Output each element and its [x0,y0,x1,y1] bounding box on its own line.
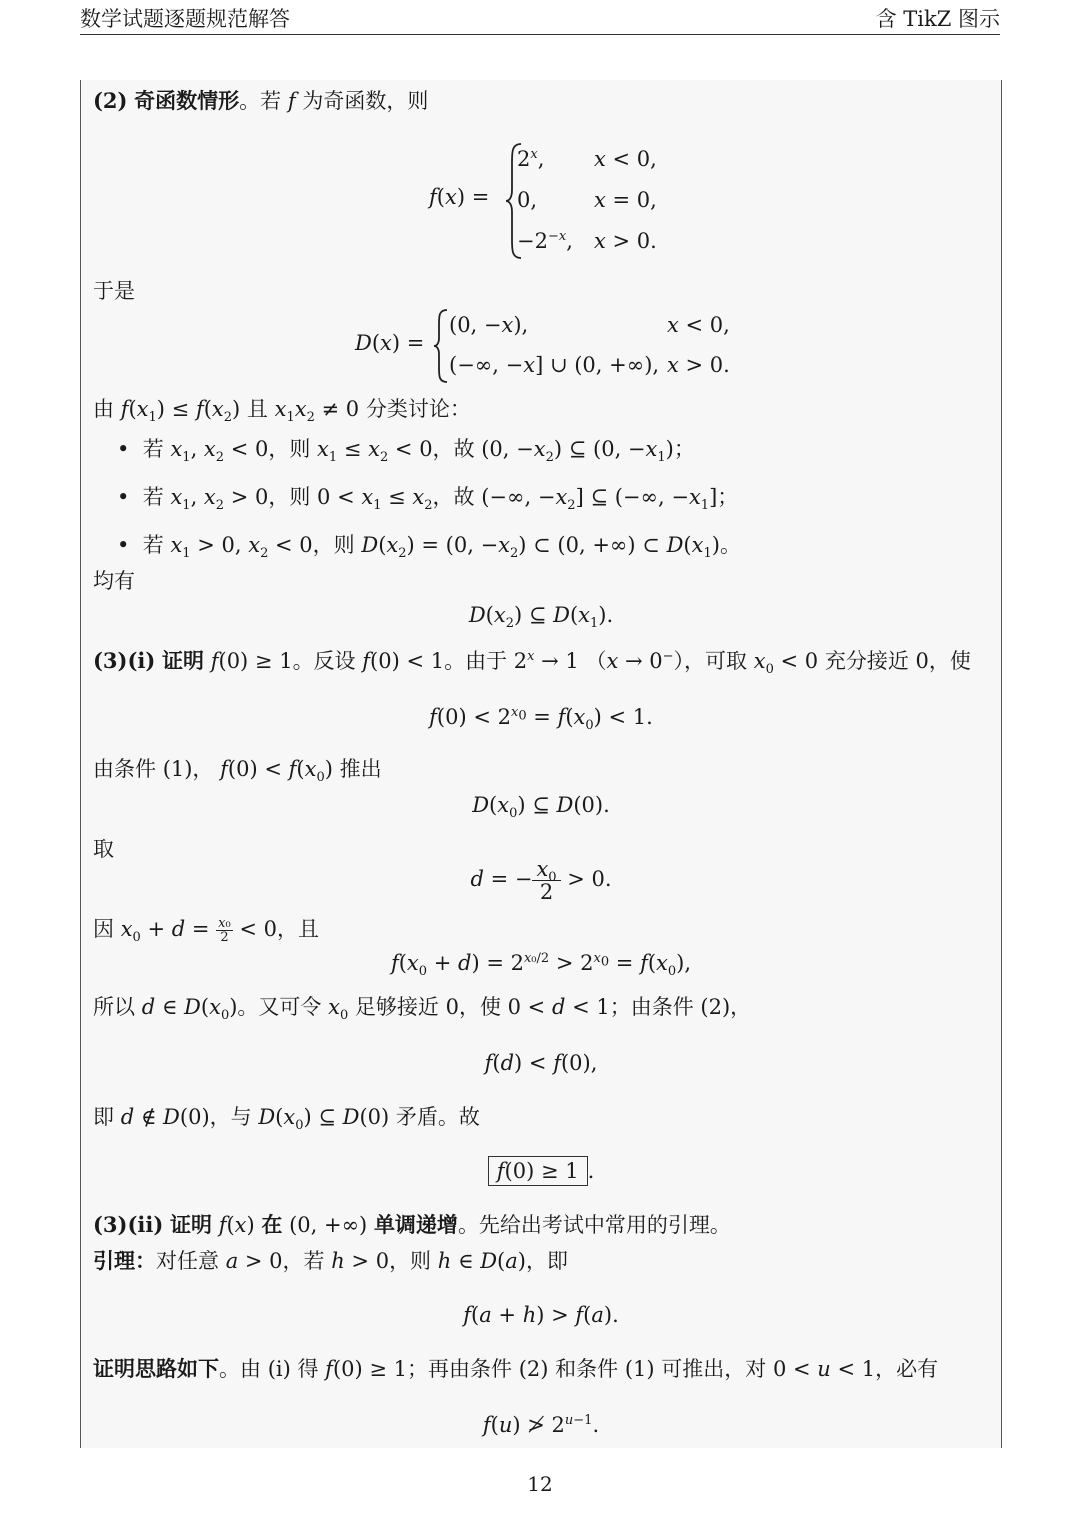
f-piecewise: f(x) = $2^x$, x < 0, 0, x = 0, $-2^{-x}$, x > 0. [429,142,749,262]
cond1-line: 由条件 (1)， $f(0) < f(x_0)$ 推出 [93,757,382,786]
equation-fah: f(a + h) > f(a). [463,1303,619,1327]
part2-intro: (2) 奇函数情形。若 f 为奇函数，则 [93,88,429,113]
suoyi-line: 所以 d ∈ $D(x_0)$。又可令 $x_0$ 足够接近 0，使 0 < d < 1；由条件 (2)， [93,995,752,1024]
classify-line: 由 $f(x_1) \le f(x_2)$ 且 $x_1x_2 \ne 0$ 分类讨论： [93,397,471,426]
ji-line: 即 d ∉ D(0)，与 $D(x_0)$ ⊆ D(0) 矛盾。故 [93,1105,480,1134]
page-number: 12 [527,1472,553,1496]
bullet-item-2: • 若 $x_1$, $x_2 > 0$，则 $0 < x_1 \le x_2$，故 (−∞, $-x_2$] ⊆ (−∞, $-x_1$]； [117,485,739,514]
equation-Dx0: $D(x_0)$ ⊆ D(0). [472,793,610,822]
part3ii-intro: (3)(ii) 证明 f(x) 在 (0, +∞) 单调递增。先给出考试中常用的引理。 [93,1212,731,1237]
lemma-line: 引理：对任意 a > 0，若 h > 0，则 h ∈ D(a)，即 [93,1248,568,1273]
bullet-item-1: • 若 $x_1$, $x_2 < 0$，则 $x_1 \le x_2 < 0$，故 (0, $-x_2$) ⊆ (0, $-x_1$)； [117,437,695,466]
equation-fd: f(d) < f(0), [484,1051,598,1075]
qu-text: 取 [93,837,114,861]
part3i-intro: (3)(i) 证明 f(0) ≥ 1。反设 f(0) < 1。由于 $2^x \to 1$ （x → 0−），可取 $x_0 < 0$ 充分接近 0，使 [93,648,971,678]
junyou-text: 均有 [93,569,135,593]
yin-line: 因 $x_0 + d$ = $\frac{\text{x₀}}{2}$ < 0，且 [93,916,320,946]
equation-d: d = − $\frac{x_0}{2}$ > 0. [470,857,612,904]
proof-line: 证明思路如下。由 (i) 得 f(0) ≥ 1；再由条件 (2) 和条件 (1) 可推出，对 0 < u < 1，必有 [93,1356,939,1381]
solution-box [80,80,1002,1448]
boxed-result: f(0) ≥ 1 . [81,1158,1001,1184]
header-note: 含 TikZ 图示 [875,7,1000,31]
equation-fu: f(u) ≯ $2^{u-1}$. [482,1413,600,1437]
D-piecewise: D(x) = (0, −x), x < 0, (−∞, −x] ∪ (0, +∞), x > 0. [355,308,755,388]
yushi-text: 于是 [93,279,135,303]
bullet-item-3: • 若 $x_1 > 0$, $x_2 < 0$，则 $D(x_2) = (0$, $-x_2$) ⊂ (0, +∞) ⊂ $D(x_1)$。 [117,533,741,562]
equation-f0: $f(0) < 2^{x_0} = f(x_0) < 1$. [429,705,653,734]
equation-subset: $D(x_2)$ ⊆ $D(x_1)$. [468,603,614,632]
equation-fx0d: $f(x_0 + d) = 2^{x_0/2} > 2^{x_0} = f(x_0)$, [390,951,692,980]
header-title: 数学试题逐题规范解答 [80,7,290,31]
page-header [80,4,1000,35]
